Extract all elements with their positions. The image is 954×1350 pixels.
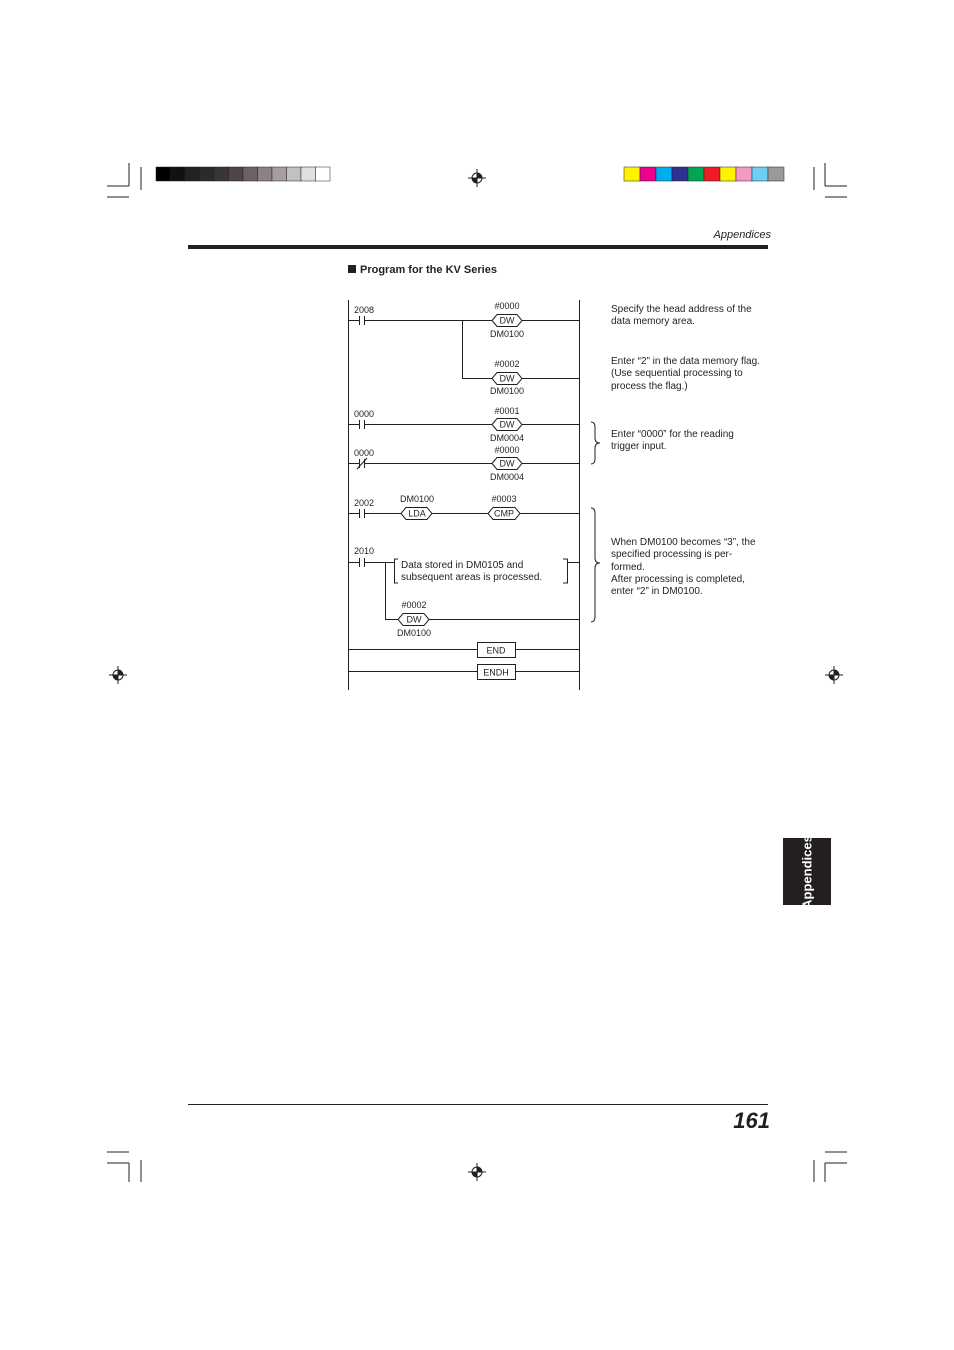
gray-swatch xyxy=(156,167,171,181)
color-swatch xyxy=(624,167,640,181)
color-swatch xyxy=(688,167,704,181)
appendices-side-tab xyxy=(783,834,831,909)
square-bullet-icon xyxy=(348,265,356,273)
registration-target-icon xyxy=(109,666,127,684)
note-line: formed. xyxy=(611,561,645,573)
note-trigger-input xyxy=(611,429,771,454)
rung5-fn: DW xyxy=(406,614,422,625)
header-rule xyxy=(188,245,768,249)
gray-swatch xyxy=(258,167,273,181)
color-swatch xyxy=(640,167,656,181)
color-swatch xyxy=(736,167,752,181)
rung1-const-b: #0002 xyxy=(494,359,520,369)
brace-rung-2-3 xyxy=(591,422,600,464)
note-line: When DM0100 becomes “3”, the xyxy=(611,537,756,548)
note-line: data memory area. xyxy=(611,316,695,328)
rung3-dest: DM0004 xyxy=(489,472,525,482)
section-title-text: Program for the KV Series xyxy=(360,264,497,276)
rung1-const-a: #0000 xyxy=(494,301,520,311)
color-swatch xyxy=(752,167,768,181)
note-line: (Use sequential processing to xyxy=(611,368,743,380)
rung1-dest-a: DM0100 xyxy=(489,329,525,339)
annotation-braces xyxy=(585,415,605,630)
registration-target-icon xyxy=(468,1163,486,1181)
rung3-fn: DW xyxy=(499,458,515,469)
gray-swatch xyxy=(287,167,302,181)
gray-swatch xyxy=(229,167,244,181)
rung5-box-line2: subsequent areas is processed. xyxy=(401,572,543,583)
rung1-contact-label: 2008 xyxy=(354,305,375,315)
gray-swatch xyxy=(185,167,200,181)
gray-swatch xyxy=(243,167,258,181)
note-line: After processing is completed, xyxy=(611,573,745,585)
color-swatch xyxy=(768,167,784,181)
rung1-fn-a: DW xyxy=(499,315,515,326)
rung2-const: #0001 xyxy=(494,406,520,416)
section-title xyxy=(348,264,497,276)
color-swatch xyxy=(720,167,736,181)
endh-instruction: ENDH xyxy=(483,667,509,678)
gray-swatch xyxy=(316,167,331,181)
rung4-const: #0003 xyxy=(491,494,517,504)
gray-swatch xyxy=(301,167,316,181)
rung5-const: #0002 xyxy=(401,600,427,610)
footer-rule xyxy=(188,1104,768,1105)
registration-target-icon xyxy=(468,169,486,187)
rung5-dest: DM0100 xyxy=(396,628,432,638)
rung2-dest: DM0004 xyxy=(489,433,525,443)
note-memory-flag xyxy=(611,356,771,393)
rung2-fn: DW xyxy=(499,419,515,430)
rung1-fn-b: DW xyxy=(499,373,515,384)
gray-swatch xyxy=(200,167,215,181)
note-processing xyxy=(611,537,771,598)
note-line: Enter “0000” for the reading xyxy=(611,429,734,440)
end-instruction: END xyxy=(486,645,506,656)
note-line: specified processing is per- xyxy=(611,549,733,561)
note-line: enter “2” in DM0100. xyxy=(611,586,703,598)
color-swatch xyxy=(656,167,672,181)
rung4-operand: DM0100 xyxy=(399,494,435,504)
gray-swatch xyxy=(272,167,287,181)
gray-swatch xyxy=(214,167,229,181)
rung5-contact-label: 2010 xyxy=(354,546,375,556)
rung3-contact-label: 0000 xyxy=(354,448,375,458)
color-swatch xyxy=(704,167,720,181)
page-number: 161 xyxy=(733,1108,770,1133)
rung2-contact-label: 0000 xyxy=(354,409,375,419)
rung1-dest-b: DM0100 xyxy=(489,386,525,396)
header-section-label: Appendices xyxy=(713,229,771,241)
note-line: Specify the head address of the xyxy=(611,304,752,315)
note-head-address xyxy=(611,304,771,329)
registration-target-icon xyxy=(825,666,843,684)
side-tab-label: Appendices xyxy=(799,834,815,909)
rung5-box-line1: Data stored in DM0105 and xyxy=(401,560,524,571)
ladder-diagram xyxy=(340,295,590,695)
note-line: trigger input. xyxy=(611,441,667,453)
rung4-contact-label: 2002 xyxy=(354,498,375,508)
rung3-const: #0000 xyxy=(494,445,520,455)
color-swatch xyxy=(672,167,688,181)
brace-rung-4-5 xyxy=(591,508,600,622)
rung4-fn-a: LDA xyxy=(408,508,426,519)
gray-swatch xyxy=(171,167,186,181)
note-line: Enter “2” in the data memory flag. xyxy=(611,356,760,367)
rung4-fn-b: CMP xyxy=(494,508,514,519)
note-line: process the flag.) xyxy=(611,380,688,392)
